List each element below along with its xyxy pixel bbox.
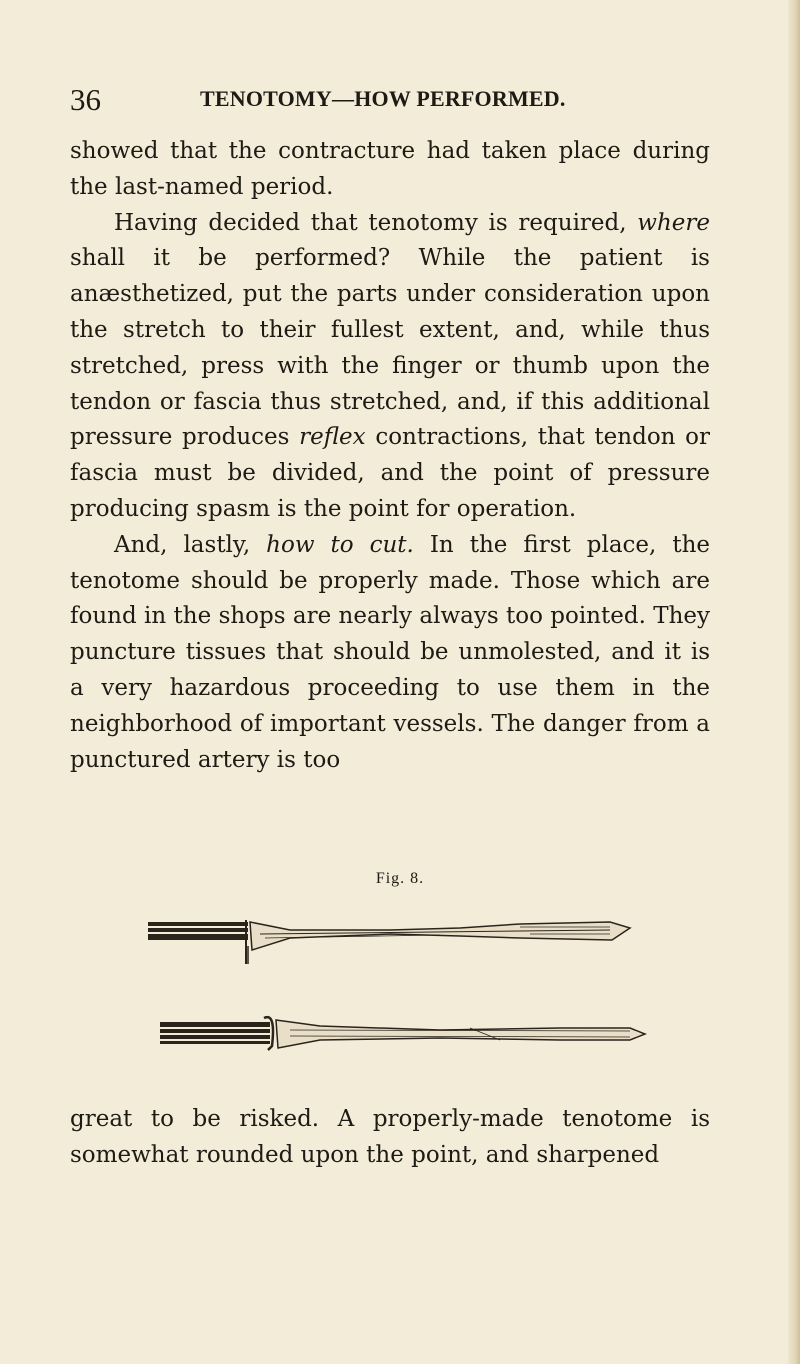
paragraph-2-text-c: contractions, that tendon or fascia must be divided, and the point of pressure producing spasm is the point for operation. <box>70 424 710 522</box>
page-edge <box>788 0 800 1364</box>
page-number: 36 <box>70 82 101 117</box>
body-text-top <box>70 134 710 778</box>
paragraph-2-text-a: Having decided that tenotomy is required, <box>114 209 638 236</box>
paragraph-3-emphasis-how-to-cut: how to cut. <box>266 531 414 558</box>
paragraph-1: showed that the contracture had taken place during the last-named period. <box>70 138 710 200</box>
tenotome-lower <box>160 1017 645 1050</box>
figure-caption: Fig. 8. <box>375 870 425 887</box>
paragraph-2 <box>70 206 710 528</box>
paragraph-4: great to be risked. A properly-made tenotome is somewhat rounded upon the point, and sharpened <box>70 1106 710 1168</box>
tenotome-illustration <box>140 900 680 1090</box>
tenotome-upper <box>148 920 630 964</box>
running-head: TENOTOMY—HOW PERFORMED. <box>200 86 566 111</box>
paragraph-2-emphasis-reflex: reflex <box>299 424 366 451</box>
page-header <box>70 82 730 122</box>
body-text-bottom <box>70 1102 710 1174</box>
paragraph-3-text-a: And, lastly, <box>114 531 267 558</box>
paragraph-2-text-b: shall it be performed? While the patient is anæsthetized, put the parts under consideration upon the stretch to their fullest extent, and, while thus stretched, press with the finger or thumb upon the tendon or fascia thus stretched, and, if this additional pressure produces <box>70 245 710 451</box>
paragraph-2-emphasis-where: where <box>637 209 710 236</box>
paragraph-3 <box>70 528 710 779</box>
paragraph-3-text-b: In the first place, the tenotome should be properly made. Those which are found in the shops are nearly always too pointed. They puncture tissues that should be unmolested, and it is a very hazardous proceeding to use them in the neighborhood of important vessels. The danger from a punctured artery is too <box>70 531 711 773</box>
